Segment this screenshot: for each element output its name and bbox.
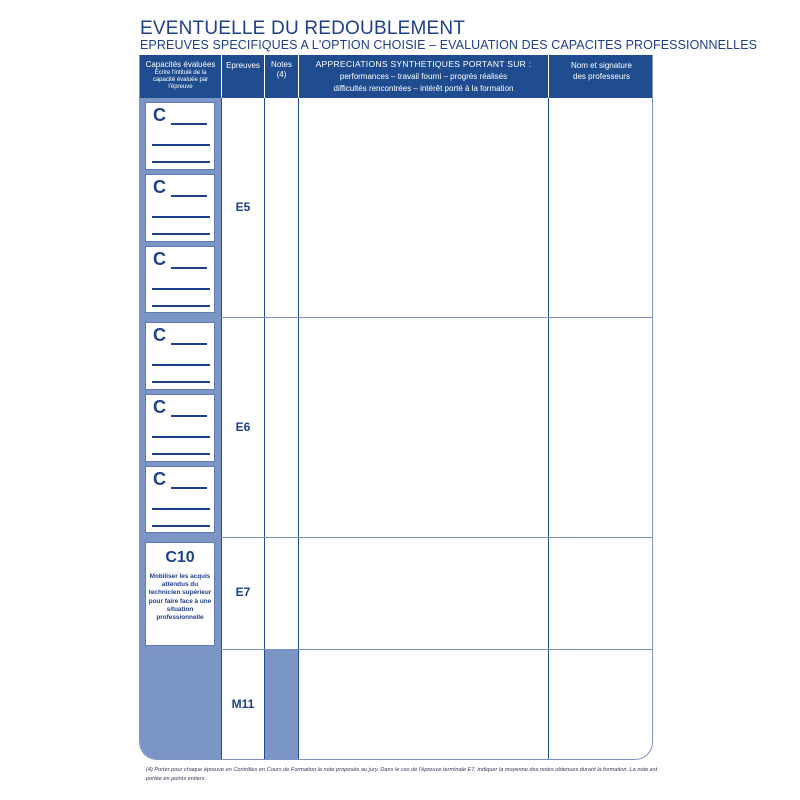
header-nom-signature (549, 55, 653, 98)
capacity-letter: C (153, 105, 166, 125)
header-notes-ref: (4) (276, 70, 287, 79)
page-title: EVENTUELLE DU REDOUBLEMENT (140, 18, 466, 39)
evaluation-table (139, 55, 653, 760)
capacity-box[interactable] (145, 322, 215, 390)
header-appreciations-title: APPRECIATIONS SYNTHETIQUES PORTANT SUR : (315, 59, 532, 69)
capacity-code-line (171, 123, 207, 125)
capacity-box[interactable] (145, 246, 215, 313)
notes-m11-fill (265, 650, 298, 760)
capacity-letter: C (153, 249, 166, 269)
capacity-title-line (152, 305, 210, 307)
capacity-title-line (152, 288, 210, 290)
footnote: (4) Porter pour chaque épreuve en Contrôles en Cours de Formation la note proposée au jury. Dans le cas de l'épreuve terminale E7, indiquer la moyenne des notes obtenues durant la formation. La note est portée en points entiers. (146, 767, 658, 782)
capacity-title-line (152, 233, 210, 235)
header-appreciations-line2: performances – travail fourni – progrès réalisés (339, 72, 508, 81)
appreciation-cell-e5[interactable] (299, 99, 548, 317)
capacity-code-line (171, 415, 207, 417)
capacity-c10-box (145, 542, 215, 646)
capacity-letter: C (153, 397, 166, 417)
capacity-title-line (152, 144, 210, 146)
capacity-box[interactable] (145, 394, 215, 462)
corner-mark: ` (688, 0, 690, 6)
epreuve-e6: E6 (235, 420, 251, 434)
notes-cell-e5[interactable] (265, 99, 298, 317)
signature-cell-m11[interactable] (549, 650, 653, 760)
notes-cell-e7[interactable] (265, 538, 298, 649)
epreuve-m11: M11 (231, 697, 255, 711)
header-epreuves-label: Epreuves (226, 61, 260, 70)
capacity-box[interactable] (145, 466, 215, 533)
capacity-code-line (171, 195, 207, 197)
appreciation-cell-e6[interactable] (299, 318, 548, 537)
header-capacites-label: Capacités évaluées (145, 60, 216, 69)
header-epreuves (222, 55, 264, 98)
capacity-title-line (152, 216, 210, 218)
header-nom-line2: des professeurs (573, 72, 630, 81)
capacity-title-line (152, 364, 210, 366)
capacity-title-line (152, 161, 210, 163)
header-appreciations (299, 55, 548, 98)
capacity-letter: C (153, 469, 166, 489)
capacity-letter: C (153, 177, 166, 197)
signature-cell-e7[interactable] (549, 538, 653, 649)
capacity-title-line (152, 525, 210, 527)
header-notes-label: Notes (271, 60, 292, 69)
notes-cell-e6[interactable] (265, 318, 298, 537)
epreuve-e7: E7 (235, 585, 251, 599)
appreciation-cell-e7[interactable] (299, 538, 548, 649)
capacity-c10-code: C10 (165, 549, 195, 566)
header-appreciations-line3: difficultés rencontrées – intérêt porté à la formation (333, 84, 514, 93)
capacity-title-line (152, 381, 210, 383)
capacity-title-line (152, 453, 210, 455)
signature-cell-e5[interactable] (549, 99, 653, 317)
capacity-letter: C (153, 325, 166, 345)
capacity-code-line (171, 343, 207, 345)
capacity-title-line (152, 436, 210, 438)
signature-cell-e6[interactable] (549, 318, 653, 537)
header-nom-line1: Nom et signature (571, 61, 632, 70)
capacity-code-line (171, 267, 207, 269)
capacity-c10-description: Mobiliser les acquis attendus du technicien supérieur pour faire face à une situation professionnelle (148, 573, 212, 622)
header-capacites (140, 55, 221, 98)
capacity-box[interactable] (145, 174, 215, 242)
capacity-code-line (171, 487, 207, 489)
capacity-box[interactable] (145, 102, 215, 170)
cap-column-m11-fill (140, 650, 221, 760)
page-subtitle: EPREUVES SPECIFIQUES A L'OPTION CHOISIE – EVALUATION DES CAPACITES PROFESSIONNELLES (140, 38, 758, 52)
header-capacites-note: Écrire l'intitulé de la capacité évaluée par l'épreuve (152, 70, 209, 90)
capacity-title-line (152, 508, 210, 510)
header-notes (265, 55, 298, 98)
epreuve-e5: E5 (235, 200, 251, 214)
appreciation-cell-m11[interactable] (299, 650, 548, 760)
